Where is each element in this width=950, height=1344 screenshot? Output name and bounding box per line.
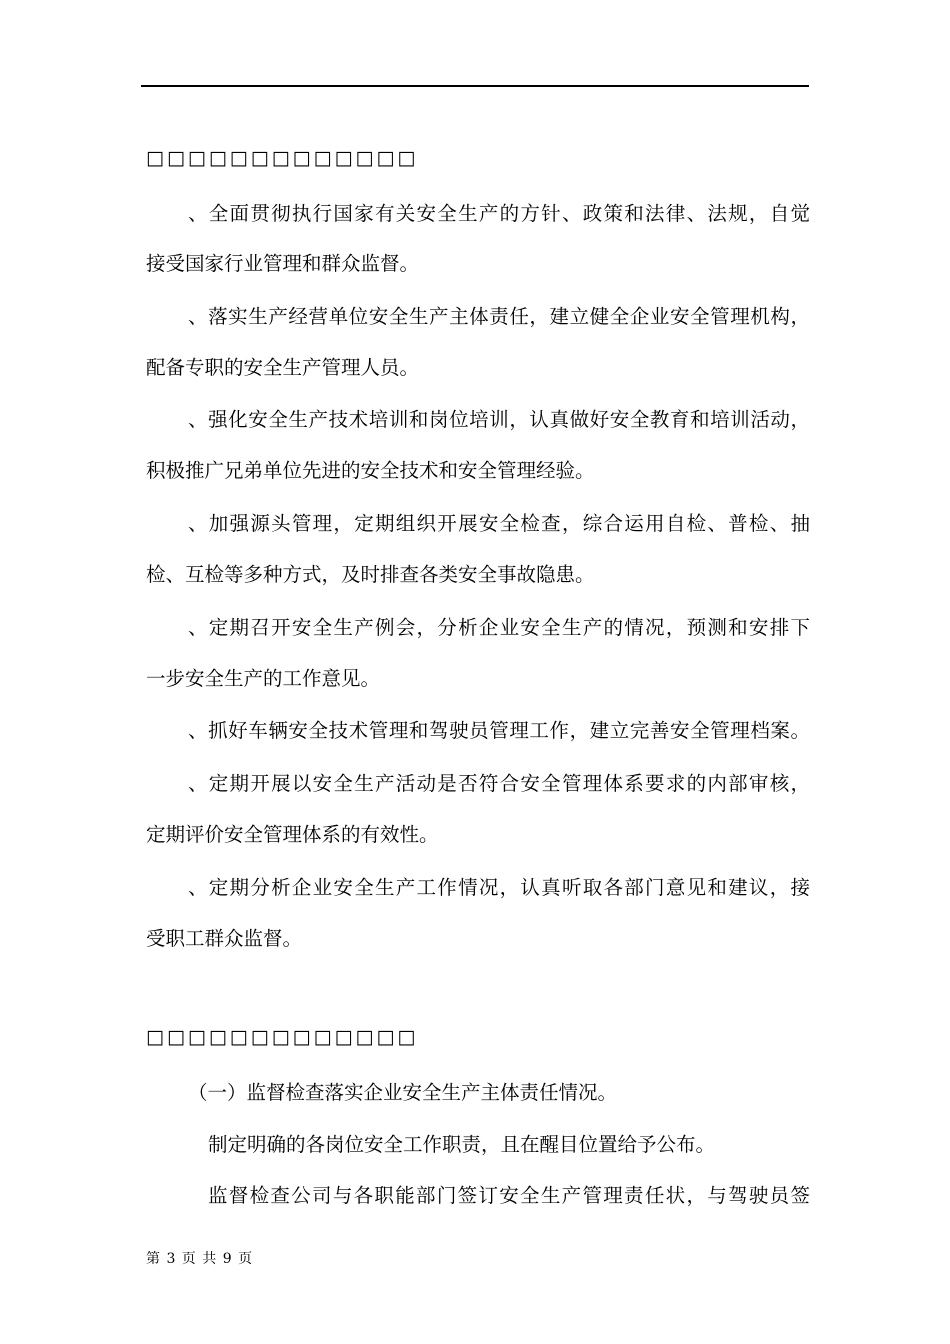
page-number: 第 3 页 共 9 页 (146, 1251, 254, 1267)
section-heading: □□□□□□□□□□□□□ (146, 1026, 419, 1048)
paragraph-line: 、强化安全生产技术培训和岗位培训，认真做好安全教育和培训活动， (188, 408, 810, 431)
paragraph-line: 、落实生产经营单位安全生产主体责任，建立健全企业安全管理机构， (188, 305, 810, 328)
paragraph-line: 制定明确的各岗位安全工作职责，且在醒目位置给予公布。 (208, 1133, 716, 1156)
paragraph-line: 检、互检等多种方式，及时排查各类安全事故隐患。 (146, 563, 595, 586)
paragraph-line: 受职工群众监督。 (146, 927, 303, 950)
paragraph-line: 、定期分析企业安全生产工作情况，认真听取各部门意见和建议，接 (188, 876, 810, 899)
section-heading: □□□□□□□□□□□□□ (146, 147, 419, 169)
paragraph-line: 接受国家行业管理和群众监督。 (146, 252, 420, 275)
paragraph-line: 、抓好车辆安全技术管理和驾驶员管理工作，建立完善安全管理档案。 (188, 719, 810, 742)
paragraph-line: 、全面贯彻执行国家有关安全生产的方针、政策和法律、法规，自觉 (188, 202, 810, 225)
paragraph-line: 定期评价安全管理体系的有效性。 (146, 823, 439, 846)
paragraph-line: 、定期开展以安全生产活动是否符合安全管理体系要求的内部审核， (188, 772, 810, 795)
paragraph-line: 配备专职的安全生产管理人员。 (146, 356, 420, 379)
paragraph-line: 监督检查公司与各职能部门签订安全生产管理责任状，与驾驶员签 (208, 1184, 810, 1207)
header-rule (141, 85, 809, 87)
paragraph-line: （一）监督检查落实企业安全生产主体责任情况。 (188, 1081, 618, 1104)
paragraph-line: 、加强源头管理，定期组织开展安全检查，综合运用自检、普检、抽 (188, 512, 810, 535)
paragraph-line: 、定期召开安全生产例会，分析企业安全生产的情况，预测和安排下 (188, 616, 810, 639)
paragraph-line: 积极推广兄弟单位先进的安全技术和安全管理经验。 (146, 459, 595, 482)
paragraph-line: 一步安全生产的工作意见。 (146, 667, 381, 690)
